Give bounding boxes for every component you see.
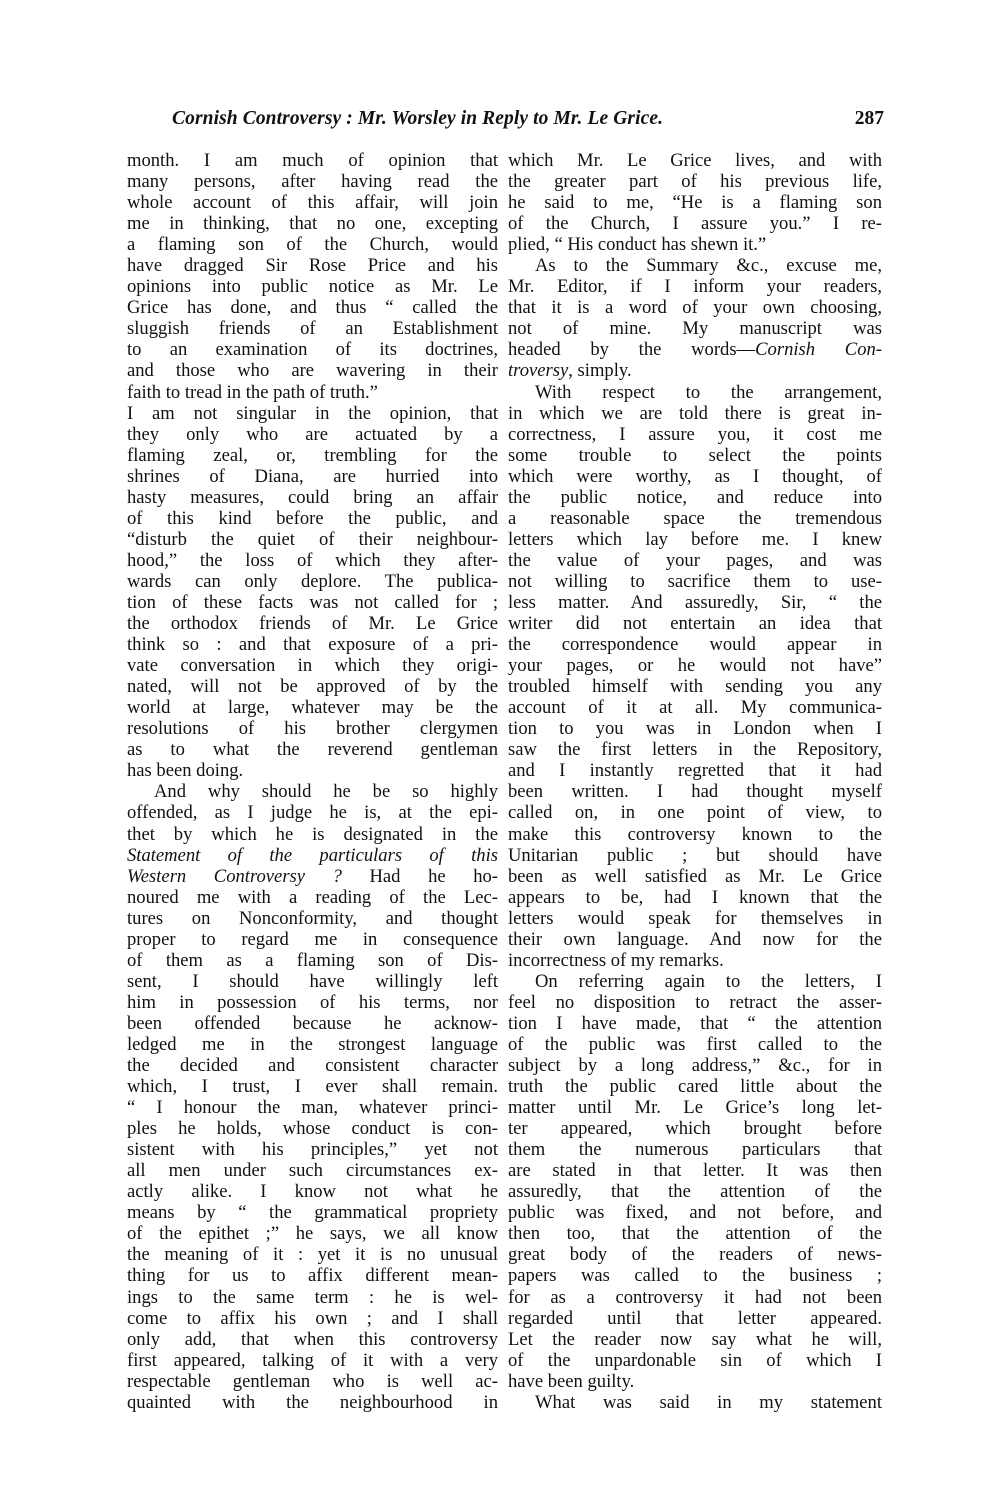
text-line: many persons, after having read the [127,171,498,193]
text-line: he said to me, “He is a flaming son [508,192,882,214]
text-line: a reasonable space the tremendous [508,507,882,529]
text-line: to an examination of its doctrines, [127,339,498,361]
text-line: regarded until that letter appeared. [508,1307,882,1329]
text-line: nated, will not be approved of by the [127,676,498,698]
text-line: sluggish friends of an Establishment [127,318,498,340]
text-line: Statement of the particulars of this [127,844,498,866]
text-line [508,360,882,381]
text-line: quainted with the neighbourhood in [127,1391,498,1413]
page-number: 287 [854,108,884,129]
text-line: plied, “ His conduct has shewn it.” [508,234,767,256]
text-line: subject by a long address,” &c., for in [508,1055,882,1077]
text-line: troubled himself with sending you any [508,676,882,698]
text-line: tion of these facts was not called for ; [127,591,498,613]
running-title: Cornish Controversy : Mr. Worsley in Reply to Mr. Le Grice. [172,108,664,129]
text-line: assuredly, that the attention of the [508,1181,882,1203]
text-line: means by “ the grammatical propriety [127,1202,498,1224]
text-line: in which we are told there is great in- [508,402,882,424]
text-line: then too, that the attention of the [508,1223,882,1245]
text-line: hood,” the loss of which they after- [127,549,498,571]
text-line: which Mr. Le Grice lives, and with [508,150,882,171]
text-line: been offended because he acknow- [127,1012,498,1034]
text-line: come to affix his own ; and I shall [127,1307,498,1329]
text-line: first appeared, talking of it with a very [127,1349,498,1371]
text-line: that it is a word of your own choosing, [508,297,882,319]
text-line: less matter. And assuredly, Sir, “ the [508,591,882,613]
text-line: account of it at all. My communica- [508,697,882,719]
text-segment: , simply. [568,360,632,382]
text-line: some trouble to select the points [508,444,882,466]
text-line: not of mine. My manuscript was [508,318,882,340]
text-line: resolutions of his brother clergymen [127,718,498,740]
italic-segment: troversy [508,360,569,382]
text-line: offended, as I judge he is, at the epi- [127,802,498,824]
text-line: make this controversy known to the [508,823,882,845]
text-line: matter until Mr. Le Grice’s long let- [508,1097,882,1119]
text-line: the correspondence would appear in [508,634,882,656]
text-line: which were worthy, as I thought, of [508,465,882,487]
text-line: of the unpardonable sin of which I [508,1349,882,1371]
text-line: which, I trust, I ever shall remain. [127,1076,498,1098]
text-line: What was said in my statement [535,1391,882,1413]
text-line: them the numerous particulars that [508,1139,882,1161]
text-line: public was fixed, and not before, and [508,1202,882,1224]
text-line: the orthodox friends of Mr. Le Grice [127,613,498,635]
text-line: been written. I had thought myself [508,781,882,803]
text-line: a flaming son of the Church, would [127,234,498,256]
text-line: incorrectness of my remarks. [508,949,724,971]
text-line: me in thinking, that no one, excepting [127,213,498,235]
text-line: not willing to sacrifice them to use- [508,570,882,592]
text-line: have dragged Sir Rose Price and his [127,255,498,277]
text-line: of the epithet ;” he says, we all know [127,1223,498,1245]
text-line: opinions into public notice as Mr. Le [127,276,498,298]
text-line: the public notice, and reduce into [508,486,882,508]
text-line: sent, I should have willingly left [127,970,498,992]
text-line: ledged me in the strongest language [127,1033,498,1055]
text-line: vate conversation in which they origi- [127,655,498,677]
text-line: letters which lay before me. I knew [508,528,882,550]
text-line: great body of the readers of news- [508,1244,882,1266]
text-line: thet by which he is designated in the [127,823,498,845]
text-line: papers was called to the business ; [508,1265,882,1287]
text-line: and I instantly regretted that it had [508,760,882,782]
text-line: With respect to the arrangement, [535,381,882,403]
text-column-right [508,150,882,1413]
text-line: and those who are wavering in their [127,360,498,382]
text-line [508,339,882,360]
text-line: only add, that when this controversy [127,1328,498,1350]
text-line: of this kind before the public, and [127,507,498,529]
text-line: have been guilty. [508,1370,635,1392]
text-line: called on, in one point of view, to [508,802,882,824]
text-segment: Had he ho- [341,865,498,887]
text-line: your pages, or he would not have” [508,655,882,677]
text-line: respectable gentleman who is well ac- [127,1370,498,1392]
text-line [127,866,498,887]
text-line: saw the first letters in the Repository, [508,739,882,761]
text-line: has been doing. [127,760,244,782]
text-line: think so : and that exposure of a pri- [127,634,498,656]
text-line: tures on Nonconformity, and thought [127,907,498,929]
text-line: as to what the reverend gentleman [127,739,498,761]
text-line: thing for us to affix different mean- [127,1265,498,1287]
text-line: noured me with a reading of the Lec- [127,886,498,908]
text-line: Unitarian public ; but should have [508,844,882,866]
text-line: letters would speak for themselves in [508,907,882,929]
text-line: “ I honour the man, whatever princi- [127,1097,498,1119]
text-line: the meaning of it : yet it is no unusual [127,1244,498,1266]
text-line: are stated in that letter. It was then [508,1160,882,1182]
text-line: sistent with his principles,” yet not [127,1139,498,1161]
text-line: world at large, whatever may be the [127,697,498,719]
text-line: flaming zeal, or, trembling for the [127,444,498,466]
text-line: month. I am much of opinion that [127,150,498,171]
text-line: feel no disposition to retract the asser- [508,991,882,1013]
text-line: faith to tread in the path of truth.” [127,381,378,403]
text-line: whole account of this affair, will join [127,192,498,214]
text-line: On referring again to the letters, I [535,970,882,992]
text-line: And why should he be so highly [154,781,498,803]
text-line: all men under such circumstances ex- [127,1160,498,1182]
text-line: writer did not entertain an idea that [508,613,882,635]
text-line: the value of your pages, and was [508,549,882,571]
text-line: ings to the same term : he is wel- [127,1286,498,1308]
text-line: ples he holds, whose conduct is con- [127,1118,498,1140]
text-line: Let the reader now say what he will, [508,1328,882,1350]
text-line: tion to you was in London when I [508,718,882,740]
text-line: truth the public cared little about the [508,1076,882,1098]
text-line: of the Church, I assure you.” I re- [508,213,882,235]
text-line: been as well satisfied as Mr. Le Grice [508,865,882,887]
text-line: appears to be, had I known that the [508,886,882,908]
text-line: As to the Summary &c., excuse me, [535,255,882,277]
text-line: of the public was first called to the [508,1033,882,1055]
italic-segment: Cornish Con- [755,339,882,361]
text-line: correctness, I assure you, it cost me [508,423,882,445]
text-line: hasty measures, could bring an affair [127,486,498,508]
text-line: for as a controversy it had not been [508,1286,882,1308]
text-line: him in possession of his terms, nor [127,991,498,1013]
text-line: Grice has done, and thus “ called the [127,297,498,319]
text-line: wards can only deplore. The publica- [127,570,498,592]
text-line: actly alike. I know not what he [127,1181,498,1203]
text-line: the greater part of his previous life, [508,171,882,193]
text-line: of them as a flaming son of Dis- [127,949,498,971]
running-header [172,108,884,136]
text-line: “disturb the quiet of their neighbour- [127,528,498,550]
text-line: shrines of Diana, are hurried into [127,465,498,487]
text-line: ter appeared, which brought before [508,1118,882,1140]
text-line: Mr. Editor, if I inform your readers, [508,276,882,298]
text-line: I am not singular in the opinion, that [127,402,498,424]
text-line: they only who are actuated by a [127,423,498,445]
text-segment: headed by the words— [508,339,756,361]
text-line: their own language. And now for the [508,928,882,950]
text-line: the decided and consistent character [127,1055,498,1077]
text-line: tion I have made, that “ the attention [508,1012,882,1034]
italic-segment: Western Controversy ? [127,865,342,887]
text-line: proper to regard me in consequence [127,928,498,950]
text-column-left [127,150,498,1413]
